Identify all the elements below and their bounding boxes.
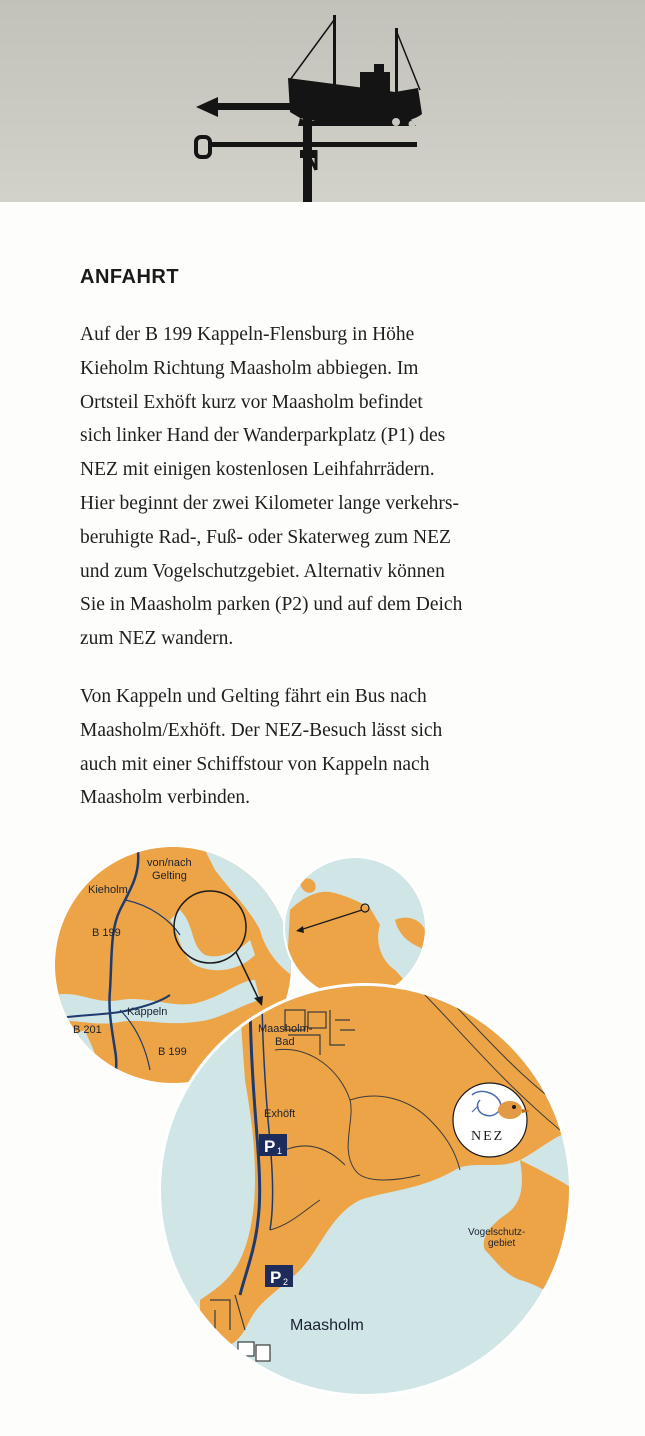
overview-map — [280, 855, 430, 1005]
text-line: zum NEZ wandern. — [80, 628, 234, 650]
label-kieholm: Kieholm — [88, 884, 128, 896]
text-line: Maasholm verbinden. — [80, 787, 251, 809]
label-gelting: Gelting — [152, 870, 187, 882]
text-line: beruhigte Rad-, Fuß- oder Skaterweg zum NEZ — [80, 526, 451, 548]
label-b199-bottom: B 199 — [158, 1046, 187, 1058]
nez-logo-text: NEZ — [471, 1129, 505, 1144]
label-vogelschutz-2: gebiet — [488, 1238, 516, 1249]
label-maasholm: Maasholm — [290, 1317, 364, 1334]
header-photo — [0, 0, 645, 202]
section-heading: ANFAHRT — [80, 266, 180, 288]
parking-p2-label: P — [270, 1268, 282, 1287]
text-line: Auf der B 199 Kappeln-Flensburg in Höhe — [80, 324, 415, 345]
label-b199-top: B 199 — [92, 927, 121, 939]
label-von-nach: von/nach — [147, 857, 192, 869]
directions-paragraph — [80, 318, 600, 656]
transport-paragraph — [80, 680, 600, 815]
parking-p2-sub: 2 — [283, 1277, 289, 1287]
location-maps — [0, 830, 645, 1436]
text-line: Sie in Maasholm parken (P2) und auf dem Deich — [80, 594, 463, 616]
label-exhoeft: Exhöft — [264, 1108, 296, 1120]
label-kappeln: Kappeln — [127, 1006, 168, 1018]
text-line: und zum Vogelschutzgebiet. Alternativ können — [80, 560, 445, 582]
text-line: auch mit einer Schiffstour von Kappeln nach — [80, 753, 430, 775]
parking-p1-label: P — [264, 1137, 276, 1156]
text-line: sich linker Hand der Wanderparkplatz (P1) des — [80, 425, 446, 447]
text-line: Von Kappeln und Gelting fährt ein Bus nach — [80, 686, 427, 707]
label-maasholm-bad-1: Maasholm- — [258, 1023, 313, 1035]
weathervane-ship-icon — [0, 0, 645, 202]
text-line: Hier beginnt der zwei Kilometer lange verkehrs- — [80, 492, 460, 514]
text-line: Kieholm Richtung Maasholm abbiegen. Im — [80, 357, 419, 379]
text-line: Maasholm/Exhöft. Der NEZ-Besuch lässt sich — [80, 719, 443, 741]
text-line: NEZ mit einigen kostenlosen Leihfahrrädern. — [80, 459, 435, 481]
text-line: Ortsteil Exhöft kurz vor Maasholm befindet — [80, 391, 423, 413]
label-maasholm-bad-2: Bad — [275, 1036, 295, 1048]
label-b201: B 201 — [73, 1024, 102, 1036]
label-vogelschutz-1: Vogelschutz- — [468, 1227, 526, 1238]
parking-p1-sub: 1 — [277, 1146, 283, 1156]
